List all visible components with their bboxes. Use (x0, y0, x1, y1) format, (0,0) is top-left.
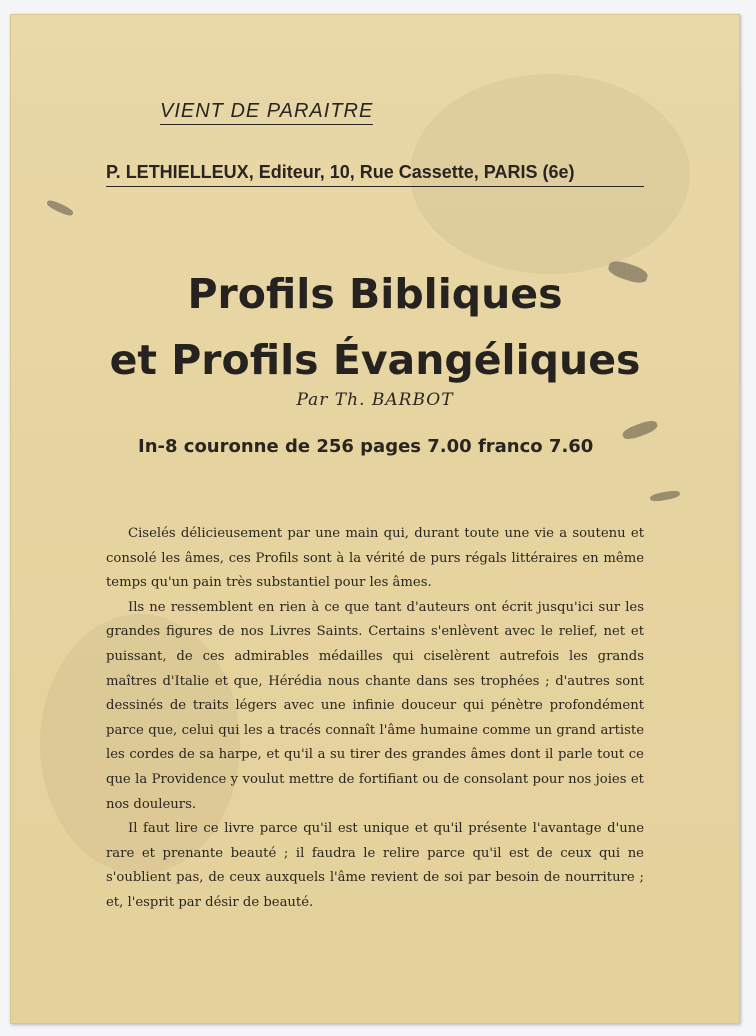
printed-leaflet (10, 14, 740, 1024)
announcement-heading: VIENT DE PARAITRE (160, 100, 373, 125)
publisher-line: P. LETHIELLEUX, Editeur, 10, Rue Cassette, PARIS (6e) (106, 162, 644, 187)
book-title-line-2: et Profils Évangéliques (109, 336, 641, 384)
author-line: Par Th. BARBOT (296, 390, 454, 410)
ink-smudge (46, 198, 75, 217)
paragraph: Ils ne ressemblent en rien à ce que tant d'auteurs ont écrit jusqu'ici sur les grandes figures de nos Livres Saints. Certains s'enlèvent avec le relief, net et puissant, de ces admirables médailles qui ciselèrent autrefois les grands maîtres d'Italie et que, Hérédia nous chante dans ses trophées ; d'autres sont dessinés de traits légers avec une infinie douceur qui pénètre profondément parce que, celui qui les a tracés connaît l'âme humaine comme un grand artiste les cordes de sa harpe, et qu'il a su tirer des grandes âmes dont il parle tout ce que la Providence y voulut mettre de fortifiant ou de consolant pour nos joies et nos douleurs. (106, 599, 644, 812)
ink-smudge (650, 489, 681, 502)
paragraph: Il faut lire ce livre parce qu'il est unique et qu'il présente l'avantage d'une rare et prenante beauté ; il faudra le relire parce qu'il est de ceux qui ne s'oublient pas, de ceux auxquels l'âme revient de soi par besoin de nourriture ; et, l'esprit par désir de beauté. (106, 821, 644, 910)
format-price-line: In-8 couronne de 256 pages 7.00 franco 7.60 (138, 436, 594, 457)
book-title-line-1: Profils Bibliques (187, 270, 563, 318)
paragraph: Ciselés délicieusement par une main qui, durant toute une vie a soutenu et consolé les âmes, ces Profils sont à la vérité de purs régals littéraires en même temps qu'un pain très substantiel pour les âmes. (106, 526, 644, 591)
description-text (106, 522, 644, 916)
ink-smudge (621, 418, 659, 442)
